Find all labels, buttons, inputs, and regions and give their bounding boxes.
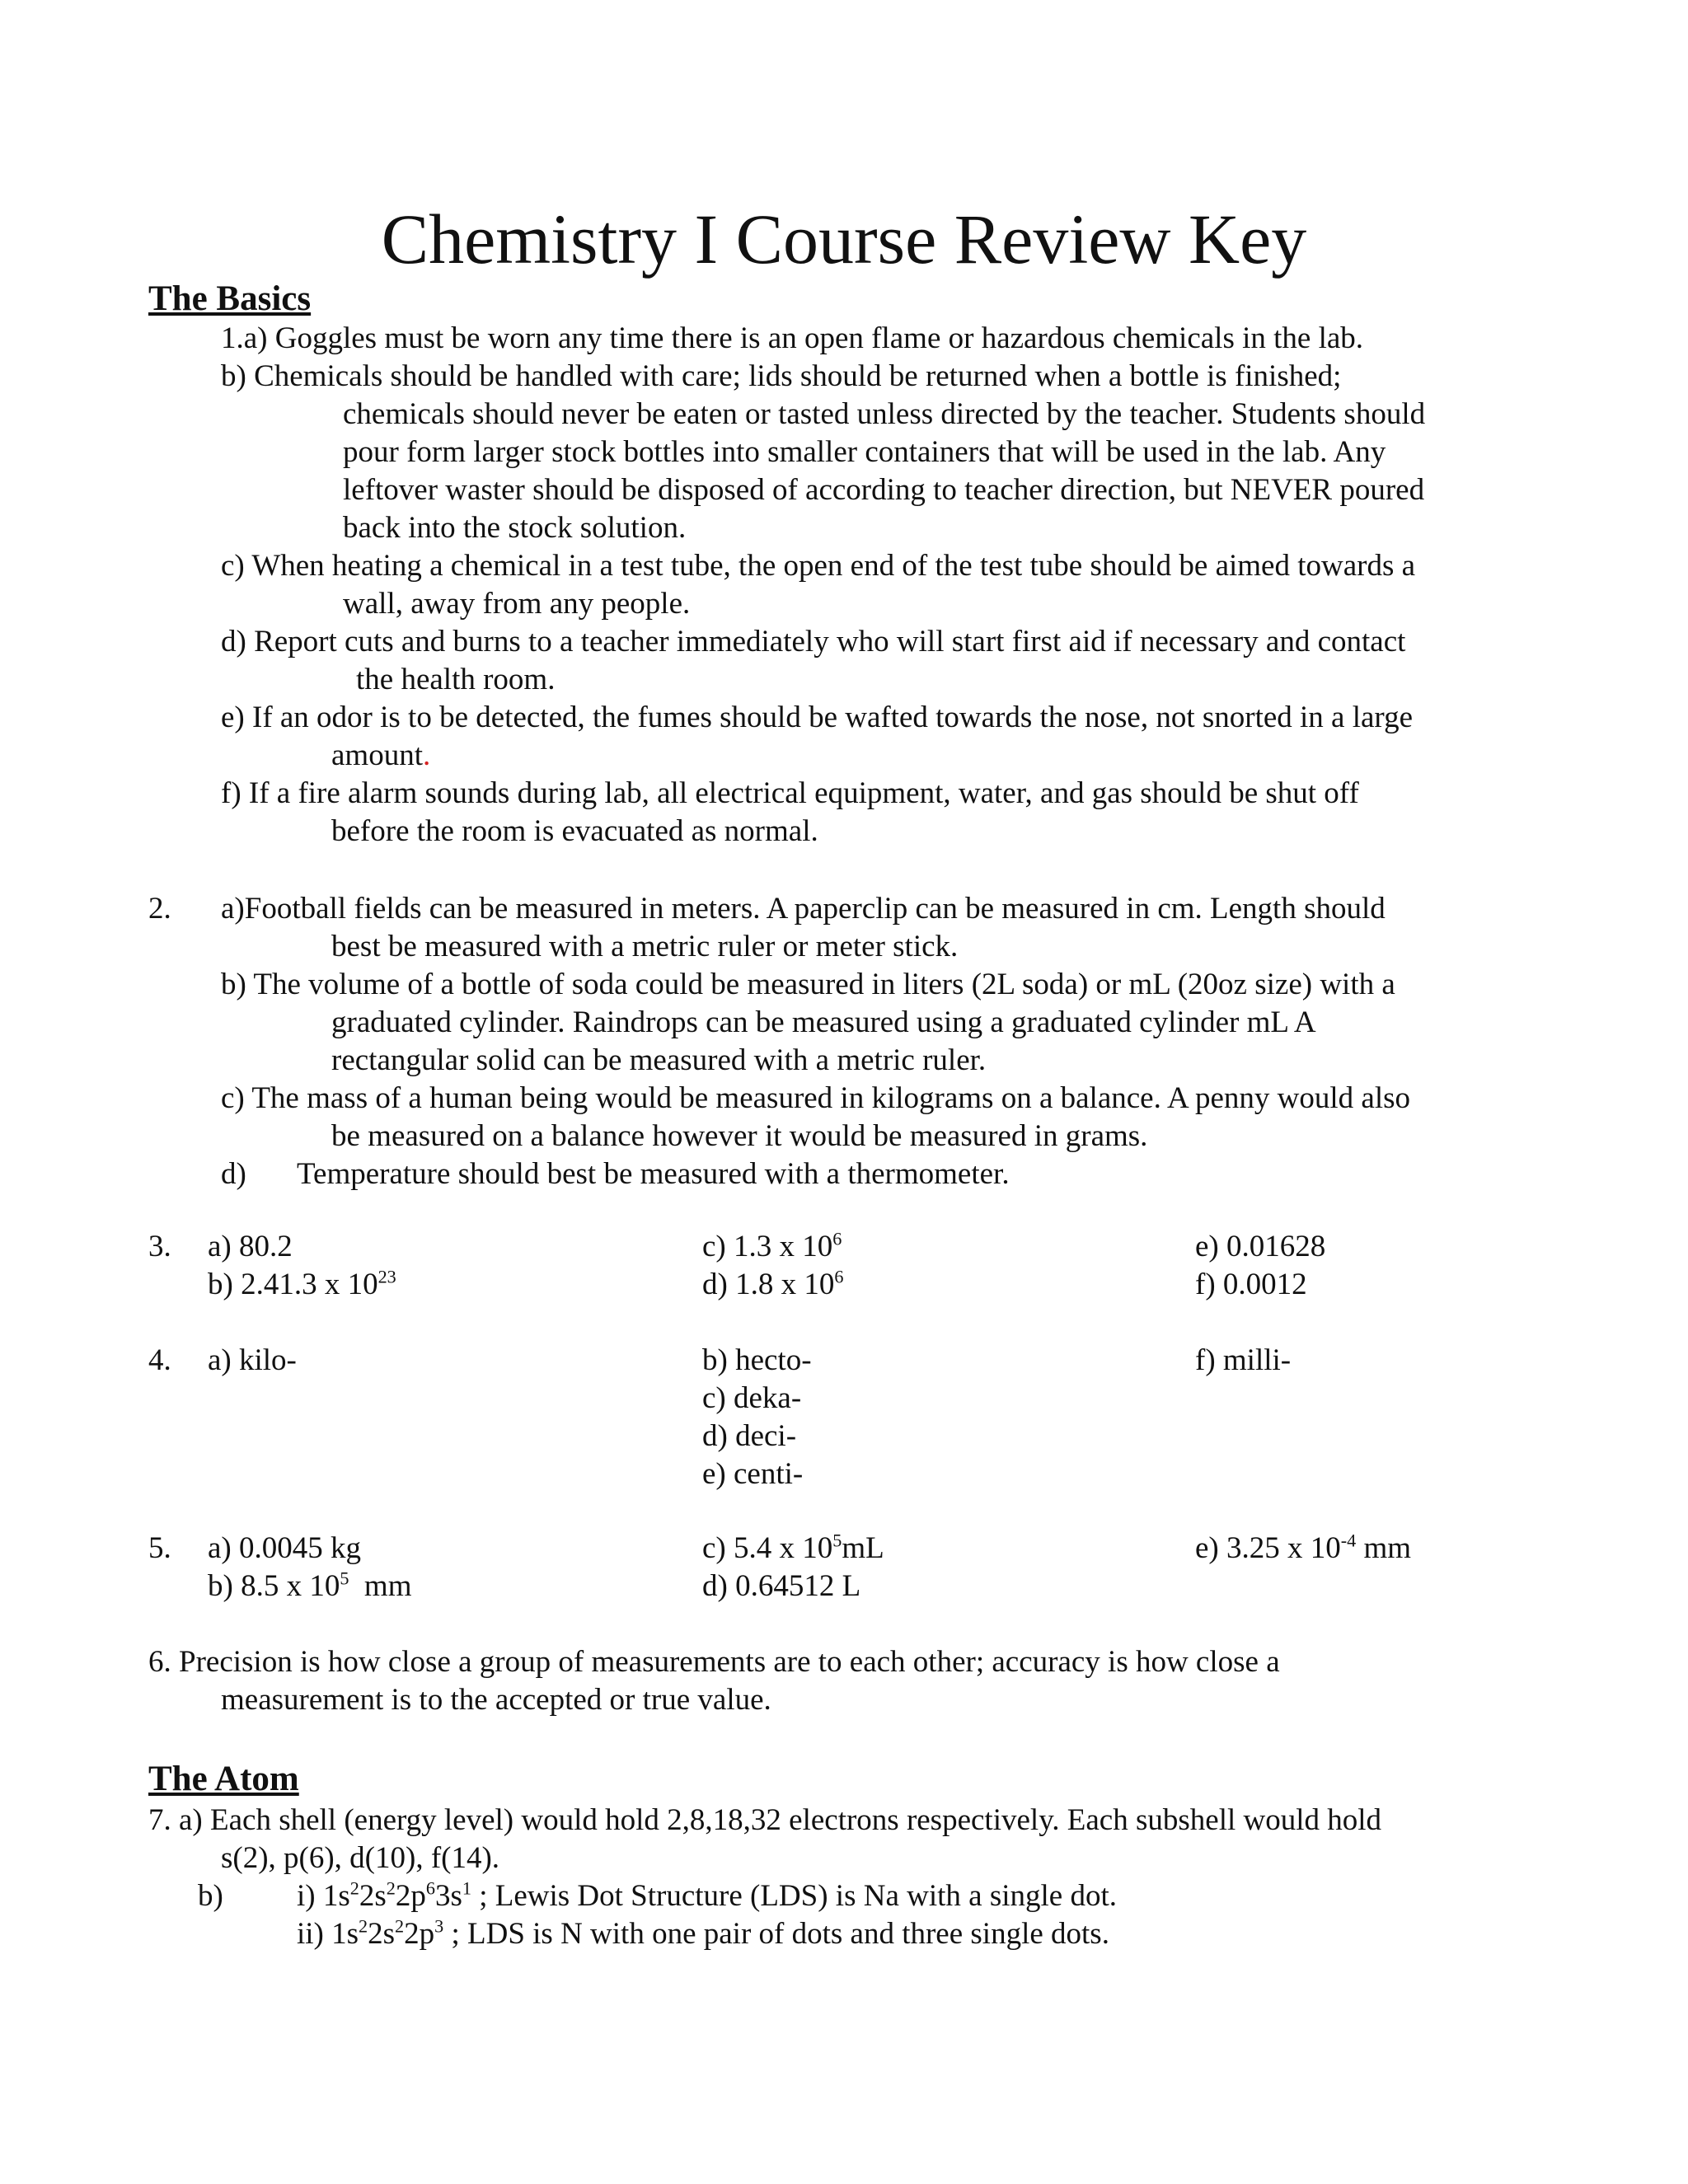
q5b-base: b) 8.5 x 10 bbox=[208, 1569, 340, 1603]
q3b-answer bbox=[208, 1266, 396, 1304]
q3f-answer: f) 0.0012 bbox=[1195, 1268, 1307, 1301]
q2a-line-1: a)Football fields can be measured in meters. A paperclip can be measured in cm. Length should bbox=[221, 892, 1386, 926]
q7b-label: b) bbox=[198, 1879, 223, 1913]
q7a-line-2: s(2), p(6), d(10), f(14). bbox=[221, 1841, 500, 1875]
q2c-line-2: be measured on a balance however it would be measured in grams. bbox=[331, 1119, 1148, 1153]
q3d-exponent: 6 bbox=[834, 1266, 844, 1287]
q5-number: 5. bbox=[148, 1531, 171, 1565]
q6-line-2: measurement is to the accepted or true value. bbox=[221, 1683, 771, 1717]
q7bii-e3: 3 bbox=[434, 1915, 444, 1937]
q2-number: 2. bbox=[148, 892, 171, 926]
q1e-text: amount bbox=[331, 738, 423, 772]
q1f-line-1: f) If a fire alarm sounds during lab, all electrical equipment, water, and gas should be shut off bbox=[221, 776, 1359, 810]
q3c-base: c) 1.3 x 10 bbox=[702, 1230, 833, 1263]
q1b-line-1: b) Chemicals should be handled with care; lids should be returned when a bottle is finished; bbox=[221, 359, 1342, 393]
q7b-i-line bbox=[297, 1877, 1117, 1915]
q7bi-3s: 3s bbox=[434, 1879, 462, 1913]
q2c-line-1: c) The mass of a human being would be measured in kilograms on a balance. A penny would also bbox=[221, 1081, 1410, 1115]
q4d-answer: d) deci- bbox=[702, 1419, 797, 1453]
section-heading-atom: The Atom bbox=[148, 1760, 299, 1798]
q7bii-e1: 2 bbox=[359, 1915, 368, 1937]
q7bi-e2: 2 bbox=[386, 1877, 396, 1899]
q3c-answer bbox=[702, 1228, 842, 1266]
q3e-answer: e) 0.01628 bbox=[1195, 1230, 1326, 1263]
q7bii-2s: 2s bbox=[368, 1917, 396, 1951]
q3d-base: d) 1.8 x 10 bbox=[702, 1268, 835, 1301]
q7bii-2p: 2p bbox=[404, 1917, 435, 1951]
q1c-line-2: wall, away from any people. bbox=[343, 587, 691, 621]
q2d-label: d) bbox=[221, 1157, 246, 1191]
q1d-line-2: the health room. bbox=[356, 663, 556, 696]
q4f-answer: f) milli- bbox=[1195, 1343, 1292, 1377]
q5e-unit: mm bbox=[1356, 1531, 1412, 1565]
q5b-unit: mm bbox=[349, 1569, 412, 1603]
q1b-line-2: chemicals should never be eaten or tasted unless directed by the teacher. Students should bbox=[343, 397, 1426, 431]
q5c-exponent: 5 bbox=[832, 1530, 842, 1551]
q7bi-1s: i) 1s bbox=[297, 1879, 350, 1913]
q3b-exponent: 23 bbox=[377, 1266, 396, 1287]
q2b-line-3: rectangular solid can be measured with a metric ruler. bbox=[331, 1043, 987, 1077]
q5a-answer: a) 0.0045 kg bbox=[208, 1531, 361, 1565]
q5e-exponent: -4 bbox=[1340, 1530, 1357, 1551]
q7bii-1s: ii) 1s bbox=[297, 1917, 359, 1951]
q5e-base: e) 3.25 x 10 bbox=[1195, 1531, 1341, 1565]
q2a-line-2: best be measured with a metric ruler or meter stick. bbox=[331, 930, 959, 963]
q4a-answer: a) kilo- bbox=[208, 1343, 297, 1377]
q7a-line-1: 7. a) Each shell (energy level) would hold 2,8,18,32 electrons respectively. Each subshell would hold bbox=[148, 1803, 1382, 1837]
page-title: Chemistry I Course Review Key bbox=[381, 199, 1307, 279]
q1b-line-3: pour form larger stock bottles into smaller containers that will be used in the lab. Any bbox=[343, 435, 1386, 469]
q5d-answer: d) 0.64512 L bbox=[702, 1569, 861, 1603]
q1d-line-1: d) Report cuts and burns to a teacher immediately who will start first aid if necessary and contact bbox=[221, 625, 1406, 658]
q3a-answer: a) 80.2 bbox=[208, 1230, 293, 1263]
q5e-answer bbox=[1195, 1530, 1411, 1568]
q2b-line-1: b) The volume of a bottle of soda could be measured in liters (2L soda) or mL (20oz size) with a bbox=[221, 968, 1395, 1001]
q7bi-e3: 6 bbox=[425, 1877, 435, 1899]
q3-number: 3. bbox=[148, 1230, 171, 1263]
q7bi-text: ; Lewis Dot Structure (LDS) is Na with a single dot. bbox=[471, 1879, 1117, 1913]
q5c-answer bbox=[702, 1530, 884, 1568]
q1e-line-1: e) If an odor is to be detected, the fumes should be wafted towards the nose, not snorted in a large bbox=[221, 701, 1413, 734]
q3c-exponent: 6 bbox=[832, 1228, 842, 1249]
q4c-answer: c) deka- bbox=[702, 1381, 802, 1415]
q7bi-e4: 1 bbox=[462, 1877, 471, 1899]
q1b-line-4: leftover waster should be disposed of according to teacher direction, but NEVER poured bbox=[343, 473, 1425, 507]
q5b-answer bbox=[208, 1568, 411, 1605]
q7bii-text: ; LDS is N with one pair of dots and three single dots. bbox=[443, 1917, 1109, 1951]
q7bii-e2: 2 bbox=[395, 1915, 405, 1937]
q6-line-1: 6. Precision is how close a group of measurements are to each other; accuracy is how close a bbox=[148, 1645, 1280, 1679]
q1e-period: . bbox=[422, 738, 431, 772]
q1a-line: 1.a) Goggles must be worn any time there is an open flame or hazardous chemicals in the lab. bbox=[221, 321, 1364, 355]
q2b-line-2: graduated cylinder. Raindrops can be measured using a graduated cylinder mL A bbox=[331, 1005, 1316, 1039]
q5c-base: c) 5.4 x 10 bbox=[702, 1531, 833, 1565]
q1f-line-2: before the room is evacuated as normal. bbox=[331, 814, 818, 848]
q5c-unit: mL bbox=[842, 1531, 884, 1565]
q4b-answer: b) hecto- bbox=[702, 1343, 812, 1377]
q5b-exponent: 5 bbox=[340, 1568, 349, 1589]
q4e-answer: e) centi- bbox=[702, 1457, 804, 1491]
q7bi-2s: 2s bbox=[359, 1879, 387, 1913]
q7bi-2p: 2p bbox=[395, 1879, 426, 1913]
section-heading-basics: The Basics bbox=[148, 279, 312, 318]
q1c-line-1: c) When heating a chemical in a test tube, the open end of the test tube should be aimed towards a bbox=[221, 549, 1416, 583]
q2d-text: Temperature should best be measured with a thermometer. bbox=[297, 1157, 1010, 1191]
q3b-base: b) 2.41.3 x 10 bbox=[208, 1268, 378, 1301]
q3d-answer bbox=[702, 1266, 843, 1304]
q1b-line-5: back into the stock solution. bbox=[343, 511, 687, 545]
q7bi-e1: 2 bbox=[349, 1877, 359, 1899]
q7b-ii-line bbox=[297, 1915, 1109, 1953]
q1e-line-2 bbox=[331, 737, 430, 775]
q4-number: 4. bbox=[148, 1343, 171, 1377]
